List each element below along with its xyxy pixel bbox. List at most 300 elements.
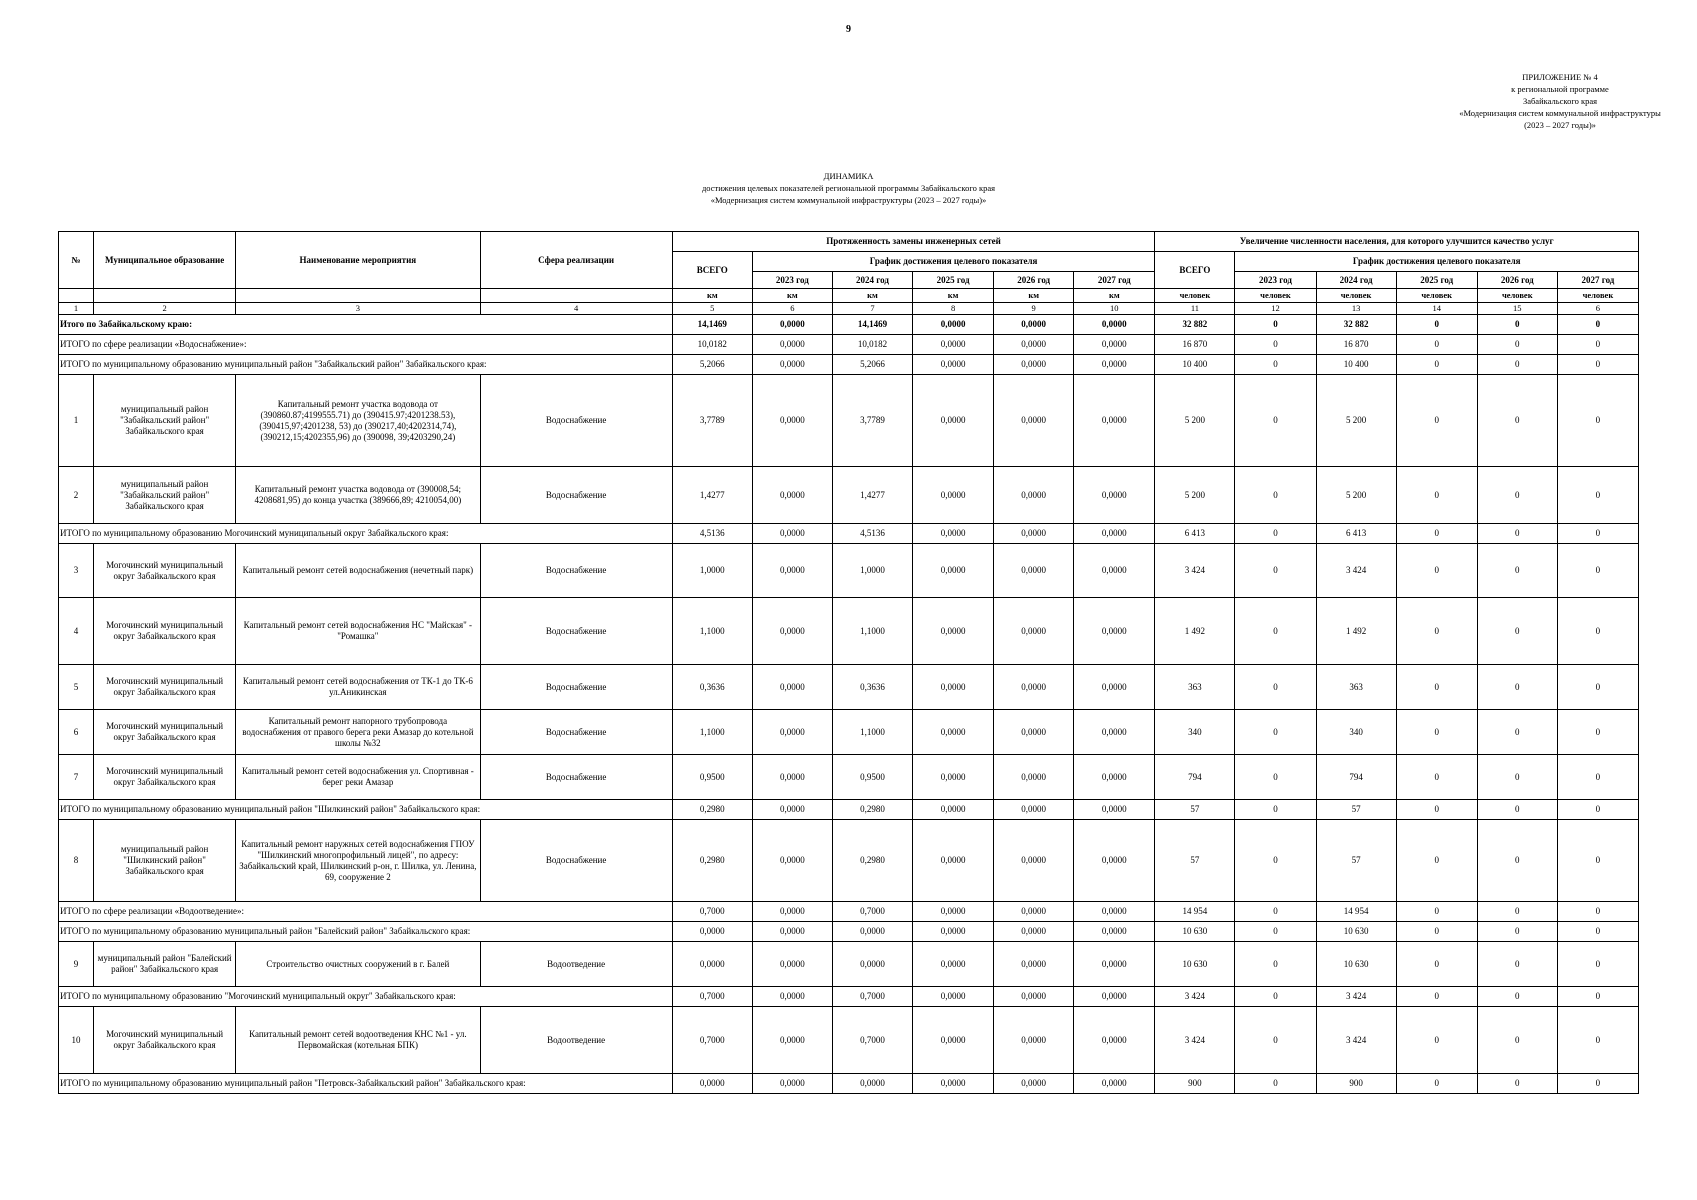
length-value-cell: 3,7789: [832, 375, 912, 467]
subtotal-label: ИТОГО по муниципальному образованию муниципальный район "Петровск-Забайкальский район" Забайкальского края:: [59, 1074, 673, 1094]
population-value-cell: 0: [1396, 544, 1477, 598]
population-value-cell: 3 424: [1316, 987, 1396, 1007]
population-value-cell: 16 870: [1155, 335, 1235, 355]
population-value-cell: 340: [1155, 710, 1235, 755]
length-value-cell: 0,0000: [752, 355, 832, 375]
population-value-cell: 0: [1235, 375, 1316, 467]
population-value-cell: 0: [1235, 315, 1316, 335]
length-value-cell: 0,0000: [1074, 665, 1155, 710]
population-value-cell: 0: [1396, 1007, 1477, 1074]
population-value-cell: 14 954: [1316, 902, 1396, 922]
length-value-cell: 0,0000: [752, 315, 832, 335]
appendix-line: Забайкальского края: [1522, 96, 1598, 106]
population-value-cell: 0: [1557, 544, 1638, 598]
population-value-cell: 0: [1235, 467, 1316, 524]
length-value-cell: 0,0000: [913, 315, 994, 335]
length-value-cell: 0,9500: [672, 755, 752, 800]
population-value-cell: 0: [1557, 942, 1638, 987]
subtotal-row: [59, 922, 1639, 942]
event-cell: Капитальный ремонт сетей водоснабжения (нечетный парк): [236, 544, 480, 598]
length-value-cell: 0,0000: [1074, 755, 1155, 800]
header-num: №: [59, 232, 94, 289]
population-value-cell: 5 200: [1316, 375, 1396, 467]
length-value-cell: 0,7000: [672, 1007, 752, 1074]
sphere-cell: Водоснабжение: [480, 467, 672, 524]
length-value-cell: 0,0000: [913, 987, 994, 1007]
unit-label: км: [672, 289, 752, 303]
population-value-cell: 0: [1477, 335, 1557, 355]
population-value-cell: 900: [1155, 1074, 1235, 1094]
row-number: 8: [59, 820, 94, 902]
length-value-cell: 0,2980: [832, 800, 912, 820]
length-value-cell: 0,0000: [994, 942, 1074, 987]
subtotal-label: ИТОГО по муниципальному образованию муниципальный район "Шилкинский район" Забайкальского края:: [59, 800, 673, 820]
length-value-cell: 0,3636: [672, 665, 752, 710]
length-value-cell: 0,0000: [832, 942, 912, 987]
length-value-cell: 0,0000: [752, 335, 832, 355]
length-value-cell: 0,0000: [752, 902, 832, 922]
sphere-cell: Водоотведение: [480, 942, 672, 987]
population-value-cell: 0: [1557, 800, 1638, 820]
length-value-cell: 0,0000: [913, 942, 994, 987]
population-value-cell: 900: [1316, 1074, 1396, 1094]
event-cell: Капитальный ремонт сетей водоотведения КНС №1 - ул. Первомайская (котельная БПК): [236, 1007, 480, 1074]
length-value-cell: 0,0000: [752, 755, 832, 800]
length-value-cell: 0,0000: [994, 524, 1074, 544]
length-value-cell: 0,7000: [672, 987, 752, 1007]
length-value-cell: 0,0000: [994, 987, 1074, 1007]
population-value-cell: 0: [1477, 710, 1557, 755]
subtotal-row: [59, 355, 1639, 375]
municipality-cell: Могочинский муниципальный округ Забайкальского края: [94, 544, 236, 598]
subtotal-label: ИТОГО по муниципальному образованию муниципальный район "Балейский район" Забайкальского края:: [59, 922, 673, 942]
length-value-cell: 0,0000: [994, 922, 1074, 942]
population-value-cell: 0: [1396, 800, 1477, 820]
unit-label: человек: [1396, 289, 1477, 303]
row-number: 9: [59, 942, 94, 987]
length-value-cell: 0,0000: [913, 467, 994, 524]
length-value-cell: 5,2066: [672, 355, 752, 375]
population-value-cell: 0: [1557, 710, 1638, 755]
population-value-cell: 3 424: [1155, 987, 1235, 1007]
length-value-cell: 0,3636: [832, 665, 912, 710]
table-row: [59, 820, 1639, 902]
unit-label: человек: [1316, 289, 1396, 303]
length-value-cell: 0,0000: [1074, 544, 1155, 598]
population-value-cell: 3 424: [1316, 1007, 1396, 1074]
length-value-cell: 0,0000: [994, 800, 1074, 820]
population-value-cell: 3 424: [1155, 544, 1235, 598]
municipality-cell: муниципальный район "Балейский район" Забайкальского края: [94, 942, 236, 987]
length-value-cell: 0,0000: [752, 1007, 832, 1074]
header-population-total: ВСЕГО: [1155, 252, 1235, 289]
population-value-cell: 0: [1235, 355, 1316, 375]
population-value-cell: 363: [1155, 665, 1235, 710]
length-value-cell: 0,7000: [672, 902, 752, 922]
population-value-cell: 0: [1477, 467, 1557, 524]
population-value-cell: 0: [1235, 544, 1316, 598]
population-value-cell: 0: [1396, 987, 1477, 1007]
length-value-cell: 0,0000: [1074, 922, 1155, 942]
appendix-line: ПРИЛОЖЕНИЕ № 4: [1522, 72, 1598, 82]
municipality-cell: Могочинский муниципальный округ Забайкальского края: [94, 665, 236, 710]
header-population-group: Увеличение численности населения, для которого улучшится качество услуг: [1155, 232, 1639, 252]
municipality-cell: муниципальный район "Шилкинский район" Забайкальского края: [94, 820, 236, 902]
heading-title: ДИНАМИКА: [823, 171, 874, 181]
header-year: 2025 год: [1396, 272, 1477, 289]
length-value-cell: 4,5136: [832, 524, 912, 544]
population-value-cell: 0: [1235, 800, 1316, 820]
length-value-cell: 0,0000: [1074, 467, 1155, 524]
population-value-cell: 0: [1477, 755, 1557, 800]
population-value-cell: 57: [1316, 820, 1396, 902]
header-municipality: Муниципальное образование: [94, 232, 236, 289]
population-value-cell: 0: [1557, 755, 1638, 800]
column-number: 5: [672, 303, 752, 315]
column-number: 11: [1155, 303, 1235, 315]
length-value-cell: 0,0000: [752, 710, 832, 755]
population-value-cell: 14 954: [1155, 902, 1235, 922]
table-row: [59, 598, 1639, 665]
length-value-cell: 0,0000: [1074, 598, 1155, 665]
population-value-cell: 3 424: [1155, 1007, 1235, 1074]
length-value-cell: 1,1000: [832, 598, 912, 665]
subtotal-row: [59, 315, 1639, 335]
column-number: 4: [480, 303, 672, 315]
population-value-cell: 0: [1557, 335, 1638, 355]
length-value-cell: 0,0000: [994, 335, 1074, 355]
length-value-cell: 10,0182: [832, 335, 912, 355]
header-length-schedule: График достижения целевого показателя: [752, 252, 1155, 272]
length-value-cell: 14,1469: [672, 315, 752, 335]
length-value-cell: 0,0000: [913, 355, 994, 375]
length-value-cell: 0,0000: [752, 820, 832, 902]
population-value-cell: 6 413: [1155, 524, 1235, 544]
subtotal-row: [59, 902, 1639, 922]
length-value-cell: 0,0000: [752, 942, 832, 987]
column-number: 7: [832, 303, 912, 315]
column-number: 13: [1316, 303, 1396, 315]
population-value-cell: 10 630: [1316, 942, 1396, 987]
length-value-cell: 0,0000: [1074, 942, 1155, 987]
event-cell: Капитальный ремонт участка водовода от (390860.87;4199555.71) до (390415.97;4201238.53), (390415,97;4201238, 53) до (390217,40;4202314,74), (390212,15;4202355,96) до (390098, 39;4203290,24): [236, 375, 480, 467]
length-value-cell: 0,0000: [994, 598, 1074, 665]
population-value-cell: 0: [1477, 665, 1557, 710]
length-value-cell: 10,0182: [672, 335, 752, 355]
table-row: [59, 1007, 1639, 1074]
units-row: [59, 289, 1639, 303]
length-value-cell: 0,0000: [913, 524, 994, 544]
length-value-cell: 0,0000: [994, 1007, 1074, 1074]
population-value-cell: 6 413: [1316, 524, 1396, 544]
subtotal-row: [59, 524, 1639, 544]
population-value-cell: 0: [1477, 922, 1557, 942]
length-value-cell: 0,0000: [994, 820, 1074, 902]
population-value-cell: 0: [1235, 598, 1316, 665]
population-value-cell: 0: [1557, 820, 1638, 902]
population-value-cell: 0: [1557, 467, 1638, 524]
population-value-cell: 0: [1396, 665, 1477, 710]
subtotal-label: ИТОГО по сфере реализации «Водоснабжение»:: [59, 335, 673, 355]
document-heading: [0, 170, 1697, 206]
population-value-cell: 0: [1557, 1074, 1638, 1094]
subtotal-row: [59, 1074, 1639, 1094]
length-value-cell: 0,0000: [913, 710, 994, 755]
population-value-cell: 0: [1396, 355, 1477, 375]
subtotal-label: Итого по Забайкальскому краю:: [59, 315, 673, 335]
length-value-cell: 14,1469: [832, 315, 912, 335]
length-value-cell: 0,0000: [752, 467, 832, 524]
length-value-cell: 0,0000: [994, 665, 1074, 710]
population-value-cell: 0: [1477, 1074, 1557, 1094]
length-value-cell: 0,0000: [913, 598, 994, 665]
population-value-cell: 0: [1396, 524, 1477, 544]
column-number: 2: [94, 303, 236, 315]
heading-program: «Модернизация систем коммунальной инфраструктуры (2023 – 2027 годы)»: [710, 195, 987, 205]
population-value-cell: 0: [1235, 1074, 1316, 1094]
unit-label: человек: [1477, 289, 1557, 303]
header-year: 2024 год: [1316, 272, 1396, 289]
table-row: [59, 942, 1639, 987]
population-value-cell: 0: [1396, 942, 1477, 987]
length-value-cell: 0,0000: [913, 1074, 994, 1094]
population-value-cell: 32 882: [1155, 315, 1235, 335]
subtotal-row: [59, 800, 1639, 820]
population-value-cell: 340: [1316, 710, 1396, 755]
population-value-cell: 0: [1396, 820, 1477, 902]
population-value-cell: 0: [1396, 902, 1477, 922]
header-year: 2027 год: [1074, 272, 1155, 289]
length-value-cell: 0,9500: [832, 755, 912, 800]
header-year: 2026 год: [1477, 272, 1557, 289]
population-value-cell: 0: [1235, 942, 1316, 987]
population-value-cell: 0: [1557, 1007, 1638, 1074]
population-value-cell: 5 200: [1155, 375, 1235, 467]
column-number: 10: [1074, 303, 1155, 315]
length-value-cell: 1,0000: [832, 544, 912, 598]
population-value-cell: 0: [1235, 665, 1316, 710]
length-value-cell: 0,0000: [752, 800, 832, 820]
population-value-cell: 0: [1477, 315, 1557, 335]
header-year: 2026 год: [994, 272, 1074, 289]
length-value-cell: 0,0000: [1074, 902, 1155, 922]
population-value-cell: 0: [1235, 820, 1316, 902]
length-value-cell: 1,4277: [672, 467, 752, 524]
population-value-cell: 16 870: [1316, 335, 1396, 355]
length-value-cell: 0,0000: [913, 922, 994, 942]
column-numbers-row: [59, 303, 1639, 315]
population-value-cell: 0: [1235, 755, 1316, 800]
length-value-cell: 0,0000: [994, 902, 1074, 922]
header-year: 2027 год: [1557, 272, 1638, 289]
population-value-cell: 10 400: [1155, 355, 1235, 375]
event-cell: Строительство очистных сооружений в г. Балей: [236, 942, 480, 987]
population-value-cell: 0: [1396, 598, 1477, 665]
population-value-cell: 5 200: [1316, 467, 1396, 524]
length-value-cell: 0,0000: [994, 355, 1074, 375]
population-value-cell: 0: [1557, 598, 1638, 665]
sphere-cell: Водоснабжение: [480, 544, 672, 598]
population-value-cell: 10 400: [1316, 355, 1396, 375]
unit-label: км: [832, 289, 912, 303]
header-year: 2023 год: [752, 272, 832, 289]
column-number: 3: [236, 303, 480, 315]
population-value-cell: 0: [1396, 755, 1477, 800]
row-number: 5: [59, 665, 94, 710]
population-value-cell: 0: [1557, 355, 1638, 375]
length-value-cell: 0,0000: [752, 665, 832, 710]
length-value-cell: 0,0000: [672, 1074, 752, 1094]
header-population-schedule: График достижения целевого показателя: [1235, 252, 1639, 272]
population-value-cell: 0: [1477, 524, 1557, 544]
population-value-cell: 57: [1316, 800, 1396, 820]
length-value-cell: 0,0000: [994, 467, 1074, 524]
length-value-cell: 5,2066: [832, 355, 912, 375]
population-value-cell: 1 492: [1155, 598, 1235, 665]
length-value-cell: 0,0000: [1074, 315, 1155, 335]
subtotal-label: ИТОГО по муниципальному образованию муниципальный район "Забайкальский район" Забайкальского края:: [59, 355, 673, 375]
population-value-cell: 0: [1477, 1007, 1557, 1074]
column-number: 9: [994, 303, 1074, 315]
population-value-cell: 0: [1396, 467, 1477, 524]
municipality-cell: Могочинский муниципальный округ Забайкальского края: [94, 598, 236, 665]
population-value-cell: 0: [1235, 1007, 1316, 1074]
column-number: 1: [59, 303, 94, 315]
length-value-cell: 0,0000: [994, 375, 1074, 467]
length-value-cell: 0,0000: [752, 544, 832, 598]
population-value-cell: 0: [1396, 335, 1477, 355]
population-value-cell: 363: [1316, 665, 1396, 710]
column-number: 14: [1396, 303, 1477, 315]
length-value-cell: 0,0000: [1074, 1074, 1155, 1094]
population-value-cell: 0: [1396, 1074, 1477, 1094]
length-value-cell: 1,1000: [672, 598, 752, 665]
column-number: 12: [1235, 303, 1316, 315]
length-value-cell: 0,2980: [672, 800, 752, 820]
subtotal-label: ИТОГО по муниципальному образованию "Могочинский муниципальный округ" Забайкальского края:: [59, 987, 673, 1007]
population-value-cell: 0: [1477, 820, 1557, 902]
appendix-line: (2023 – 2027 годы)»: [1524, 120, 1596, 130]
appendix-line: «Модернизация систем коммунальной инфраструктуры: [1459, 108, 1661, 118]
heading-subtitle: достижения целевых показателей региональной программы Забайкальского края: [701, 183, 996, 193]
municipality-cell: муниципальный район "Забайкальский район" Забайкальского края: [94, 467, 236, 524]
length-value-cell: 0,0000: [913, 665, 994, 710]
length-value-cell: 1,1000: [832, 710, 912, 755]
population-value-cell: 0: [1477, 598, 1557, 665]
sphere-cell: Водоснабжение: [480, 375, 672, 467]
length-value-cell: 0,0000: [913, 544, 994, 598]
header-length-group: Протяженность замены инженерных сетей: [672, 232, 1155, 252]
length-value-cell: 0,0000: [994, 315, 1074, 335]
page-number: 9: [846, 24, 851, 35]
column-number: 6: [1557, 303, 1638, 315]
length-value-cell: 0,0000: [752, 375, 832, 467]
column-number: 6: [752, 303, 832, 315]
length-value-cell: 0,0000: [994, 544, 1074, 598]
event-cell: Капитальный ремонт сетей водоснабжения ул. Спортивная - берег реки Амазар: [236, 755, 480, 800]
appendix-block: [1300, 71, 1697, 131]
population-value-cell: 0: [1477, 375, 1557, 467]
row-number: 7: [59, 755, 94, 800]
length-value-cell: 0,0000: [913, 800, 994, 820]
subtotal-label: ИТОГО по муниципальному образованию Могочинский муниципальный округ Забайкальского края:: [59, 524, 673, 544]
column-number: 15: [1477, 303, 1557, 315]
population-value-cell: 0: [1557, 524, 1638, 544]
length-value-cell: 0,0000: [672, 922, 752, 942]
table-row: [59, 665, 1639, 710]
sphere-cell: Водоснабжение: [480, 598, 672, 665]
population-value-cell: 3 424: [1316, 544, 1396, 598]
length-value-cell: 0,0000: [913, 902, 994, 922]
population-value-cell: 0: [1557, 987, 1638, 1007]
population-value-cell: 0: [1557, 665, 1638, 710]
population-value-cell: 57: [1155, 820, 1235, 902]
population-value-cell: 0: [1396, 315, 1477, 335]
length-value-cell: 0,0000: [913, 1007, 994, 1074]
unit-label: км: [1074, 289, 1155, 303]
population-value-cell: 0: [1557, 375, 1638, 467]
unit-label: человек: [1155, 289, 1235, 303]
header-year: 2024 год: [832, 272, 912, 289]
population-value-cell: 0: [1235, 902, 1316, 922]
population-value-cell: 0: [1557, 315, 1638, 335]
length-value-cell: 0,0000: [1074, 335, 1155, 355]
length-value-cell: 0,0000: [1074, 355, 1155, 375]
length-value-cell: 0,0000: [913, 335, 994, 355]
population-value-cell: 10 630: [1155, 922, 1235, 942]
sphere-cell: Водоотведение: [480, 1007, 672, 1074]
length-value-cell: 0,0000: [1074, 820, 1155, 902]
length-value-cell: 0,0000: [994, 710, 1074, 755]
event-cell: Капитальный ремонт напорного трубопровода водоснабжения от правого берега реки Амазар до котельной школы №32: [236, 710, 480, 755]
population-value-cell: 0: [1396, 922, 1477, 942]
municipality-cell: Могочинский муниципальный округ Забайкальского края: [94, 1007, 236, 1074]
event-cell: Капитальный ремонт участка водовода от (390008,54; 4208681,95) до конца участка (389666,89; 4210054,00): [236, 467, 480, 524]
length-value-cell: 0,0000: [752, 598, 832, 665]
population-value-cell: 0: [1477, 987, 1557, 1007]
header-event: Наименование мероприятия: [236, 232, 480, 289]
header-year: 2025 год: [913, 272, 994, 289]
subtotal-row: [59, 987, 1639, 1007]
population-value-cell: 10 630: [1316, 922, 1396, 942]
population-value-cell: 0: [1235, 710, 1316, 755]
length-value-cell: 0,0000: [994, 1074, 1074, 1094]
municipality-cell: Могочинский муниципальный округ Забайкальского края: [94, 710, 236, 755]
row-number: 10: [59, 1007, 94, 1074]
length-value-cell: 3,7789: [672, 375, 752, 467]
header-length-total: ВСЕГО: [672, 252, 752, 289]
sphere-cell: Водоснабжение: [480, 665, 672, 710]
length-value-cell: 0,0000: [752, 1074, 832, 1094]
length-value-cell: 0,0000: [672, 942, 752, 987]
length-value-cell: 0,2980: [832, 820, 912, 902]
length-value-cell: 1,4277: [832, 467, 912, 524]
length-value-cell: 0,0000: [1074, 1007, 1155, 1074]
population-value-cell: 0: [1557, 902, 1638, 922]
population-value-cell: 5 200: [1155, 467, 1235, 524]
population-value-cell: 0: [1235, 524, 1316, 544]
population-value-cell: 794: [1155, 755, 1235, 800]
table-row: [59, 710, 1639, 755]
event-cell: Капитальный ремонт сетей водоснабжения от ТК-1 до ТК-6 ул.Аникинская: [236, 665, 480, 710]
indicators-table: [58, 231, 1639, 1094]
column-number: 8: [913, 303, 994, 315]
length-value-cell: 0,0000: [913, 755, 994, 800]
sphere-cell: Водоснабжение: [480, 755, 672, 800]
population-value-cell: 0: [1235, 922, 1316, 942]
population-value-cell: 0: [1477, 544, 1557, 598]
population-value-cell: 0: [1557, 922, 1638, 942]
